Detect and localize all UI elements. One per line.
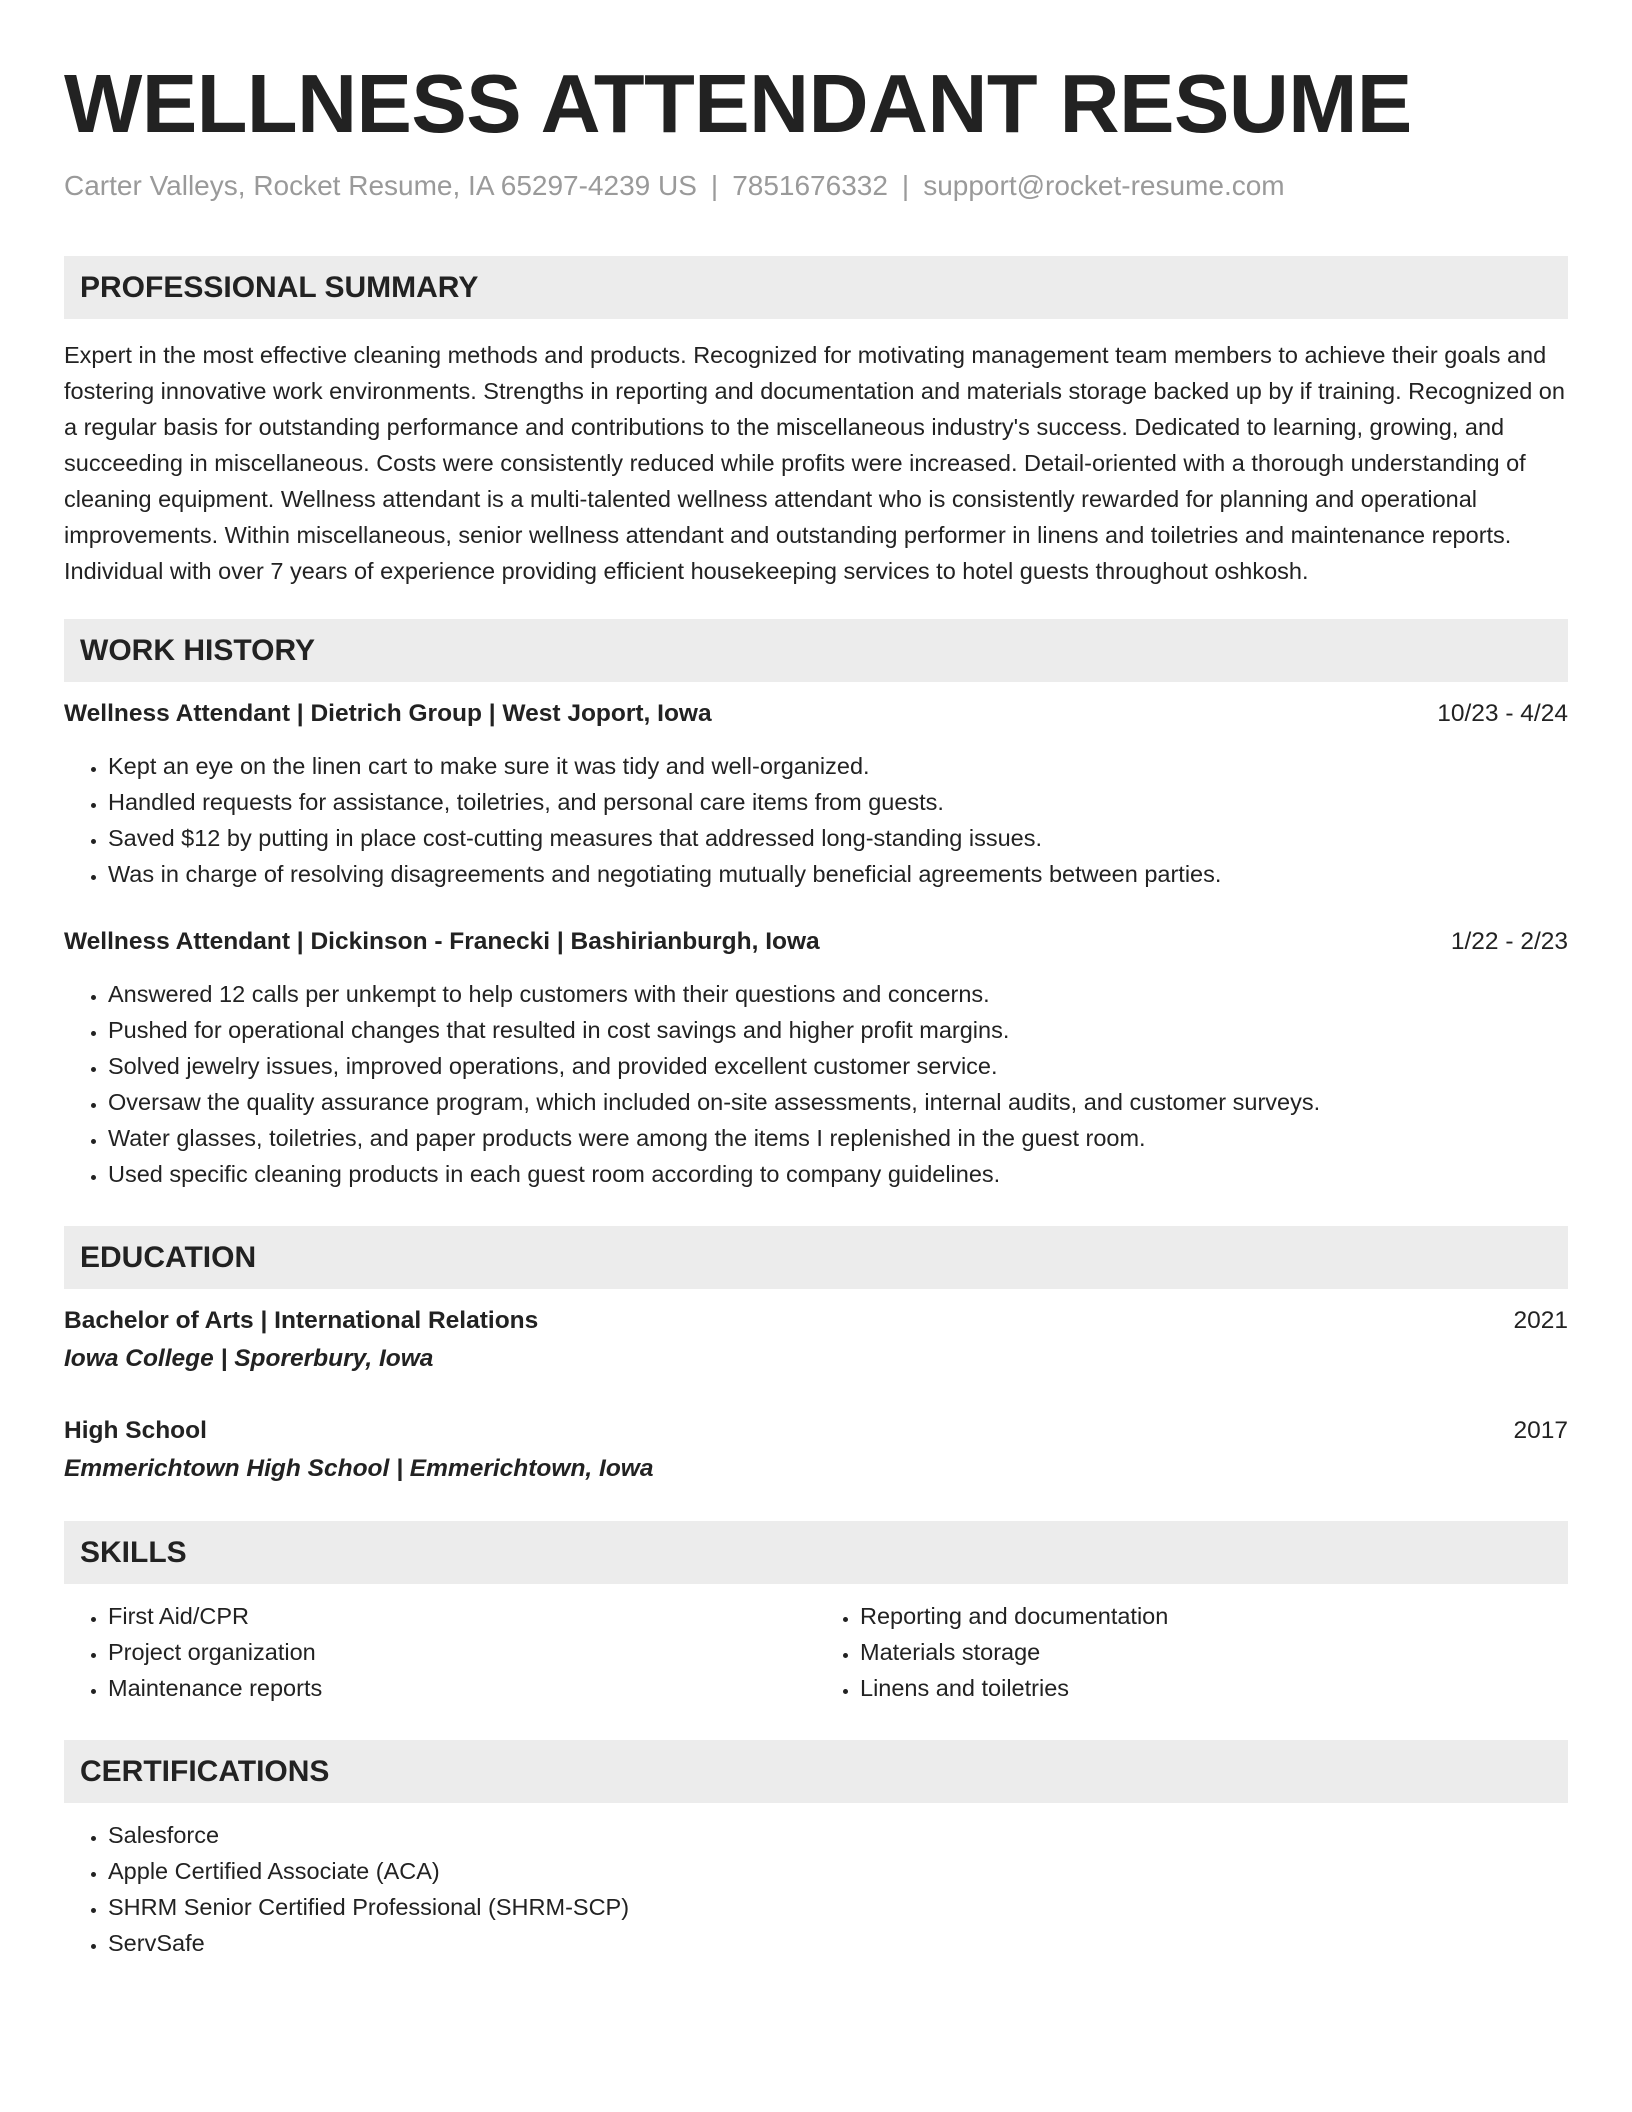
job-header: [64, 696, 1568, 732]
contact-email: support@rocket-resume.com: [923, 170, 1285, 201]
education-year: 2021: [1513, 1307, 1568, 1334]
job-title: Wellness Attendant | Dickinson - Franecki | Bashirianburgh, Iowa: [64, 928, 820, 955]
skill-item: • Materials storage: [860, 1634, 1568, 1670]
skills-column-right: [816, 1598, 1568, 1706]
job-entry: [64, 924, 1568, 1192]
education-school: Emmerichtown High School | Emmerichtown, Iowa: [64, 1455, 654, 1482]
section-heading-summary: PROFESSIONAL SUMMARY: [64, 256, 1568, 319]
education-school: Iowa College | Sporerbury, Iowa: [64, 1345, 434, 1372]
skill-item: • Reporting and documentation: [860, 1598, 1568, 1634]
certification-item: • Apple Certified Associate (ACA): [108, 1853, 1568, 1889]
job-bullet: • Answered 12 calls per unkempt to help customers with their questions and concerns.: [108, 976, 1568, 1012]
certification-item: • SHRM Senior Certified Professional (SHRM-SCP): [108, 1889, 1568, 1925]
job-bullet: • Handled requests for assistance, toiletries, and personal care items from guests.: [108, 784, 1568, 820]
contact-address: Carter Valleys, Rocket Resume, IA 65297-4239 US: [64, 170, 697, 201]
job-bullet: • Water glasses, toiletries, and paper products were among the items I replenished in the guest room.: [108, 1120, 1568, 1156]
job-entry: [64, 696, 1568, 892]
education-degree: High School: [64, 1417, 207, 1444]
job-bullet: • Oversaw the quality assurance program, which included on-site assessments, internal audits, and customer surveys.: [108, 1084, 1568, 1120]
education-year: 2017: [1513, 1417, 1568, 1444]
education-header: [64, 1413, 1568, 1449]
job-title: Wellness Attendant | Dietrich Group | West Joport, Iowa: [64, 700, 712, 727]
job-bullet: • Pushed for operational changes that resulted in cost savings and higher profit margins.: [108, 1012, 1568, 1048]
contact-separator: |: [710, 170, 719, 201]
section-heading-work-history: WORK HISTORY: [64, 619, 1568, 682]
education-degree: Bachelor of Arts | International Relations: [64, 1307, 539, 1334]
section-heading-education: EDUCATION: [64, 1226, 1568, 1289]
contact-separator: |: [901, 170, 910, 201]
summary-text: Expert in the most effective cleaning methods and products. Recognized for motivating management team members to achieve their goals and fostering innovative work environments. Strengths in reporting and documentation and materials storage backed up by if training. Recognized on a regular basis for outstanding performance and contributions to the miscellaneous industry's success. Dedicated to learning, growing, and succeeding in miscellaneous. Costs were consistently reduced while profits were increased. Detail-oriented with a thorough understanding of cleaning equipment. Wellness attendant is a multi-talented wellness attendant who is consistently rewarded for planning and operational improvements. Within miscellaneous, senior wellness attendant and outstanding performer in linens and toiletries and maintenance reports. Individual with over 7 years of experience providing efficient housekeeping services to hotel guests throughout oshkosh.: [64, 342, 1565, 584]
education-entry: [64, 1413, 1568, 1487]
job-bullet: • Saved $12 by putting in place cost-cutting measures that addressed long-standing issues.: [108, 820, 1568, 856]
job-bullet-list: [64, 976, 1568, 1192]
skill-item: • Linens and toiletries: [860, 1670, 1568, 1706]
job-bullet: • Was in charge of resolving disagreements and negotiating mutually beneficial agreements between parties.: [108, 856, 1568, 892]
contact-phone: 7851676332: [732, 170, 888, 201]
section-heading-certifications: CERTIFICATIONS: [64, 1740, 1568, 1803]
skill-item: • First Aid/CPR: [108, 1598, 816, 1634]
section-heading-skills: SKILLS: [64, 1521, 1568, 1584]
certification-item: • Salesforce: [108, 1817, 1568, 1853]
skill-item: • Maintenance reports: [108, 1670, 816, 1706]
skills-grid: [64, 1598, 1568, 1706]
job-bullet: • Used specific cleaning products in each guest room according to company guidelines.: [108, 1156, 1568, 1192]
contact-line: [64, 168, 1568, 204]
job-bullet: • Solved jewelry issues, improved operations, and provided excellent customer service.: [108, 1048, 1568, 1084]
job-dates: 10/23 - 4/24: [1437, 700, 1568, 727]
resume-title: WELLNESS ATTENDANT RESUME: [64, 57, 1412, 150]
skills-column-left: [64, 1598, 816, 1706]
skill-item: • Project organization: [108, 1634, 816, 1670]
education-entry: [64, 1303, 1568, 1377]
job-header: [64, 924, 1568, 960]
job-bullet: • Kept an eye on the linen cart to make sure it was tidy and well-organized.: [108, 748, 1568, 784]
certification-item: • ServSafe: [108, 1925, 1568, 1961]
education-header: [64, 1303, 1568, 1339]
certification-list: [64, 1817, 1568, 1961]
job-bullet-list: [64, 748, 1568, 892]
job-dates: 1/22 - 2/23: [1450, 928, 1568, 955]
